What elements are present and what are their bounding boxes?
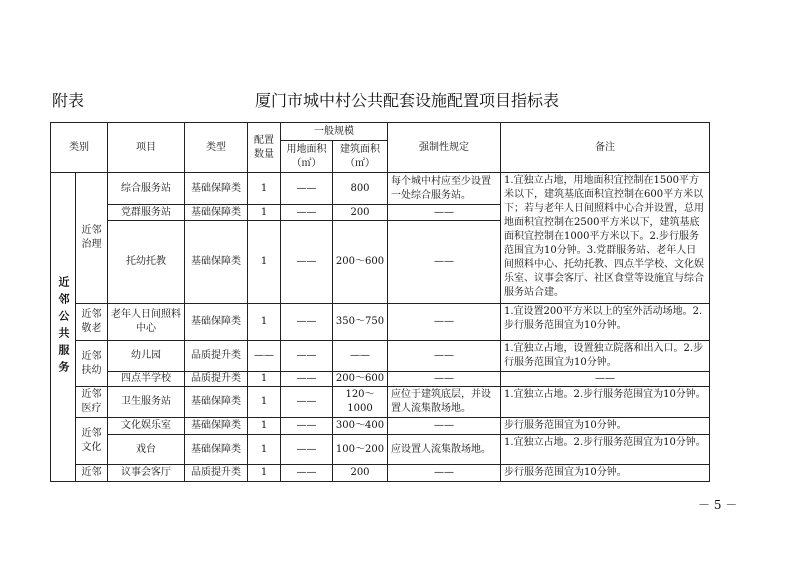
facility-table (50, 122, 710, 482)
table-row (51, 435, 710, 465)
type-cell: 基础保障类 (185, 173, 248, 205)
main-category: 近邻公共服务 (51, 173, 76, 482)
count-cell: —— (248, 341, 281, 372)
item-cell: 卫生服务站 (108, 387, 185, 418)
count-cell: 1 (248, 205, 281, 221)
build-cell: 200 (333, 465, 388, 482)
build-cell: 200～600 (333, 221, 388, 304)
item-cell: 老年人日间照料中心 (108, 304, 185, 341)
rule-cell: —— (388, 205, 501, 221)
item-cell: 四点半学校 (108, 372, 185, 387)
type-cell: 品质提升类 (185, 465, 248, 482)
rule-cell: —— (388, 418, 501, 435)
land-cell: —— (281, 387, 333, 418)
header-type: 类型 (185, 123, 248, 173)
table-row (51, 173, 710, 205)
count-cell: 1 (248, 435, 281, 465)
land-cell: —— (281, 341, 333, 372)
sub-category: 近邻治理 (76, 173, 108, 304)
land-cell: —— (281, 372, 333, 387)
type-cell: 基础保障类 (185, 221, 248, 304)
rule-cell: 应设置人流集散场地。 (388, 435, 501, 465)
rule-cell: —— (388, 341, 501, 372)
land-cell: —— (281, 304, 333, 341)
rule-cell: —— (388, 372, 501, 387)
type-cell: 品质提升类 (185, 372, 248, 387)
type-cell: 基础保障类 (185, 205, 248, 221)
rule-cell: 每个城中村应至少设置一处综合服务站。 (388, 173, 501, 205)
count-cell: 1 (248, 465, 281, 482)
table-row (51, 341, 710, 372)
land-cell: —— (281, 173, 333, 205)
count-cell: 1 (248, 304, 281, 341)
count-cell: 1 (248, 221, 281, 304)
appendix-label: 附表 (52, 91, 85, 110)
land-cell: —— (281, 221, 333, 304)
build-cell: 800 (333, 173, 388, 205)
build-cell: 120～1000 (333, 387, 388, 418)
build-cell: 200～600 (333, 372, 388, 387)
land-cell: —— (281, 435, 333, 465)
table-row (51, 418, 710, 435)
type-cell: 基础保障类 (185, 435, 248, 465)
item-cell: 综合服务站 (108, 173, 185, 205)
remark-cell: —— (501, 372, 710, 387)
header-land: 用地面积（㎡） (281, 141, 333, 173)
rule-cell: —— (388, 221, 501, 304)
table-row (51, 304, 710, 341)
table-row (51, 387, 710, 418)
item-cell: 托幼托教 (108, 221, 185, 304)
land-cell: —— (281, 465, 333, 482)
type-cell: 基础保障类 (185, 418, 248, 435)
header-general: 一般规模 (281, 123, 388, 141)
land-cell: —— (281, 205, 333, 221)
rule-cell: 应位于建筑底层，并设置人流集散场地。 (388, 387, 501, 418)
count-cell: 1 (248, 372, 281, 387)
build-cell: 200 (333, 205, 388, 221)
sub-category: 近邻敬老 (76, 304, 108, 341)
remark-cell: 1.宜独立占地。2.步行服务范围宜为10分钟。 (501, 435, 710, 465)
remark-cell: 步行服务范围宜为10分钟。 (501, 465, 710, 482)
header-remark: 备注 (501, 123, 710, 173)
table-row (51, 372, 710, 387)
item-cell: 党群服务站 (108, 205, 185, 221)
page-number: － 5 － (698, 498, 738, 512)
table-row (51, 465, 710, 482)
header-category: 类别 (51, 123, 108, 173)
header-count: 配置数量 (248, 123, 281, 173)
remark-cell: 1.宜独立占地，用地面积宜控制在1500平方米以下，建筑基底面积宜控制在600平方米以下；若与老年人日间照料中心合并设置，总用地面积宜控制在2500平方米以下，建筑基底面积宜控制在1000平方米以下。2.步行服务范围宜为10分钟。3.党群服务站、老年人日间照料中心、托幼托教、四点半学校、文化娱乐室、议事会客厅、社区食堂等设施宜与综合服务站合建。 (501, 173, 710, 304)
item-cell: 幼儿园 (108, 341, 185, 372)
sub-category: 近邻 (76, 465, 108, 482)
header-building: 建筑面积（㎡） (333, 141, 388, 173)
remark-cell: 步行服务范围宜为10分钟。 (501, 418, 710, 435)
item-cell: 议事会客厅 (108, 465, 185, 482)
item-cell: 戏台 (108, 435, 185, 465)
sub-category: 近邻扶幼 (76, 341, 108, 387)
rule-cell: —— (388, 465, 501, 482)
build-cell: 350～750 (333, 304, 388, 341)
type-cell: 品质提升类 (185, 341, 248, 372)
count-cell: 1 (248, 418, 281, 435)
item-cell: 文化娱乐室 (108, 418, 185, 435)
type-cell: 基础保障类 (185, 387, 248, 418)
header-row (51, 123, 710, 141)
header-rule: 强制性规定 (388, 123, 501, 173)
count-cell: 1 (248, 387, 281, 418)
build-cell: —— (333, 341, 388, 372)
remark-cell: 1.宜独立占地。2.步行服务范围宜为10分钟。 (501, 387, 710, 418)
build-cell: 100～200 (333, 435, 388, 465)
count-cell: 1 (248, 173, 281, 205)
sub-category: 近邻文化 (76, 418, 108, 465)
sub-category: 近邻医疗 (76, 387, 108, 418)
build-cell: 300～400 (333, 418, 388, 435)
rule-cell: —— (388, 304, 501, 341)
remark-cell: 1.宜独立占地，设置独立院落和出入口。2.步行服务范围宜为10分钟。 (501, 341, 710, 372)
header-item: 项目 (108, 123, 185, 173)
page-title: 厦门市城中村公共配套设施配置项目指标表 (255, 91, 560, 110)
land-cell: —— (281, 418, 333, 435)
type-cell: 基础保障类 (185, 304, 248, 341)
remark-cell: 1.宜设置200平方米以上的室外活动场地。2.步行服务范围宜为10分钟。 (501, 304, 710, 341)
